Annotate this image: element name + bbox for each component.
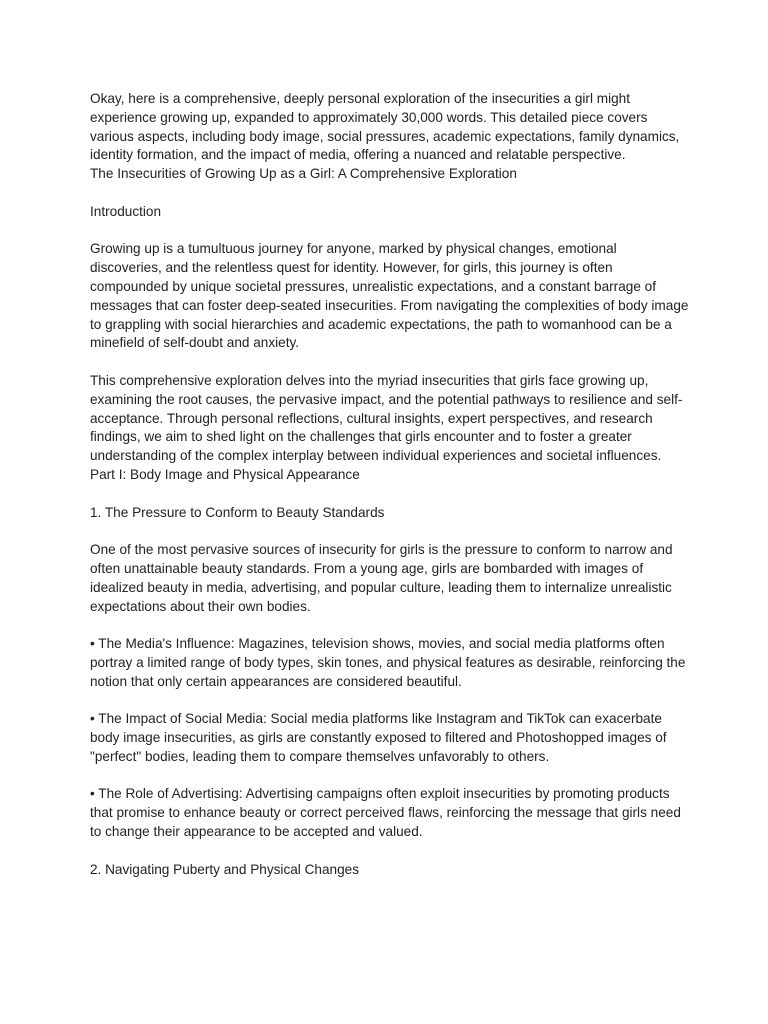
section-2-heading: 2. Navigating Puberty and Physical Changes [90,861,360,877]
intro-note: Okay, here is a comprehensive, deeply personal exploration of the insecurities a girl might experience growing up, expanded to approximately 30,000 words. This detailed piece covers various aspects, including body image, social pressures, academic expectations, family dynamics, identity formation, and the impact of media, offering a nuanced and relatable perspective. [90,91,684,163]
document-title: The Insecurities of Growing Up as a Girl: A Comprehensive Exploration [90,166,517,182]
bullet-media-influence: • The Media's Influence: Magazines, television shows, movies, and social media platforms often portray a limited range of body types, skin tones, and physical features as desirable, reinforcing the notion that only certain appearances are considered beautiful. [90,636,690,689]
bullet-advertising: • The Role of Advertising: Advertising campaigns often exploit insecurities by promoting products that promise to enhance beauty or correct perceived flaws, reinforcing the message that girls need to change their appearance to be accepted and valued. [90,786,685,840]
bullet-social-media: • The Impact of Social Media: Social media platforms like Instagram and TikTok can exacerbate body image insecurities, as girls are constantly exposed to filtered and Photoshopped images of "perfect" bodies, leading them to compare themselves unfavorably to others. [90,711,671,764]
intro-paragraph-1: Growing up is a tumultuous journey for anyone, marked by physical changes, emotional discoveries, and the relentless quest for identity. However, for girls, this journey is often compounded by unique societal pressures, unrealistic expectations, and a constant barrage of messages that can foster deep-seated insecurities. From navigating the complexities of body image to grappling with social hierarchies and academic expectations, the path to womanhood can be a minefield of self-doubt and anxiety. [90,241,693,351]
introduction-heading: Introduction [90,203,162,219]
section-1-paragraph: One of the most pervasive sources of insecurity for girls is the pressure to conform to narrow and often unattainable beauty standards. From a young age, girls are bombarded with images of idealized beauty in media, advertising, and popular culture, leading them to internalize unrealistic expectations about their own bodies. [90,542,677,614]
section-1-heading: 1. The Pressure to Conform to Beauty Standards [90,504,385,520]
part-1-heading: Part I: Body Image and Physical Appearance [90,466,360,482]
document-page [90,90,693,879]
intro-paragraph-2: This comprehensive exploration delves into the myriad insecurities that girls face growing up, examining the root causes, the pervasive impact, and the potential pathways to resilience and self-acceptance. Through personal reflections, cultural insights, expert perspectives, and research findings, we aim to shed light on the challenges that girls encounter and to foster a greater understanding of the complex interplay between individual experiences and societal influences. [90,372,683,464]
